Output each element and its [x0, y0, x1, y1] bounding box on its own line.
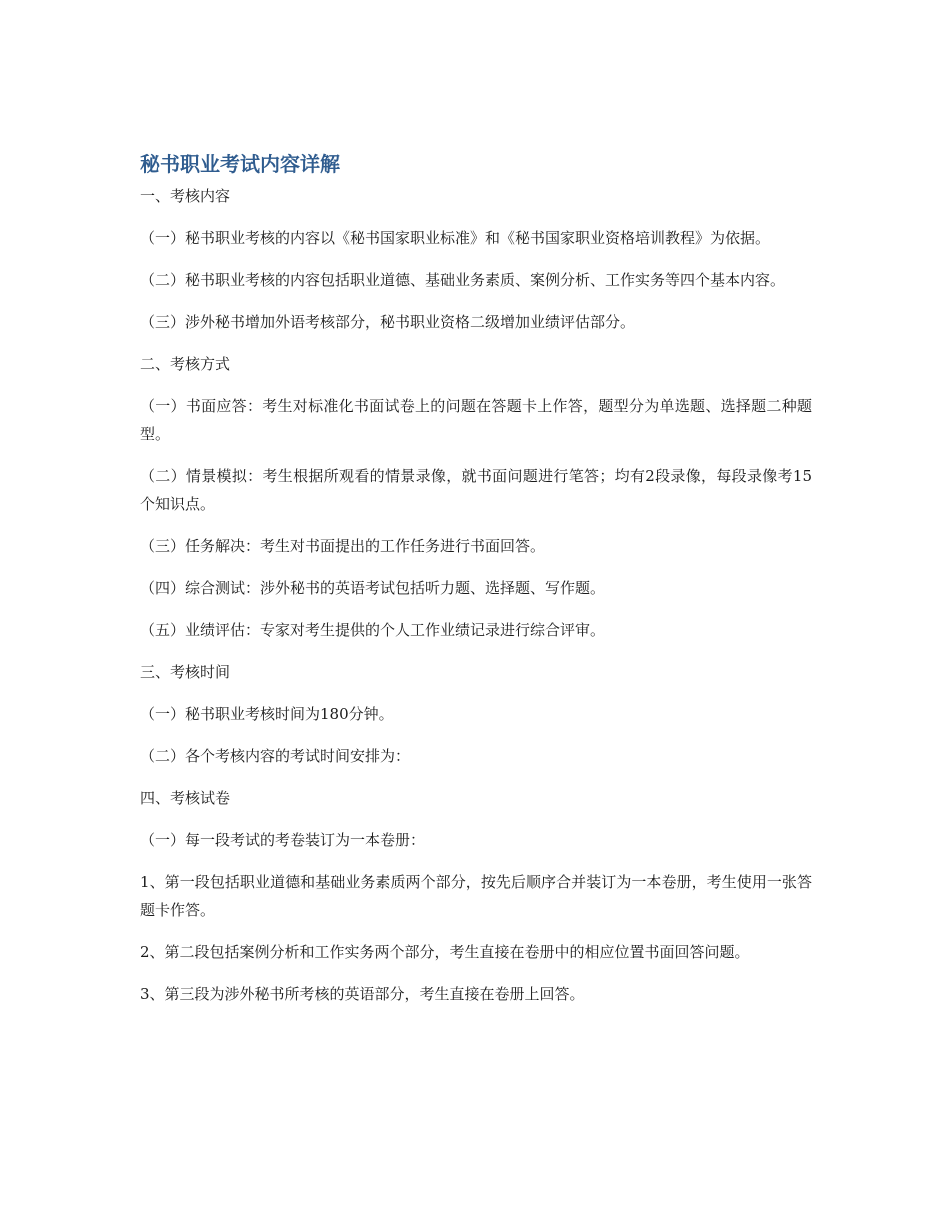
paragraph: （三）任务解决：考生对书面提出的工作任务进行书面回答。 [140, 537, 546, 555]
section-heading-3: 三、考核时间 [140, 663, 231, 681]
section-heading-2: 二、考核方式 [140, 355, 231, 373]
paragraph: （五）业绩评估：专家对考生提供的个人工作业绩记录进行综合评审。 [140, 621, 606, 639]
section-heading-4: 四、考核试卷 [140, 789, 231, 807]
paragraph: 1、第一段包括职业道德和基础业务素质两个部分，按先后顺序合并装订为一本卷册，考生使用一张答题卡作答。 [140, 873, 812, 919]
paragraph: （一）书面应答：考生对标准化书面试卷上的问题在答题卡上作答，题型分为单选题、选择题二种题型。 [140, 397, 812, 443]
paragraph: （三）涉外秘书增加外语考核部分，秘书职业资格二级增加业绩评估部分。 [140, 313, 636, 331]
document-title: 秘书职业考试内容详解 [140, 152, 340, 176]
paragraph: （一）秘书职业考核时间为180分钟。 [140, 705, 394, 723]
paragraph: 2、第二段包括案例分析和工作实务两个部分，考生直接在卷册中的相应位置书面回答问题。 [140, 943, 750, 961]
paragraph: （一）每一段考试的考卷装订为一本卷册： [140, 831, 426, 849]
document-body [140, 150, 812, 1022]
paragraph: （一）秘书职业考核的内容以《秘书国家职业标准》和《秘书国家职业资格培训教程》为依据。 [140, 229, 771, 247]
section-heading-1: 一、考核内容 [140, 187, 231, 205]
paragraph: （二）情景模拟：考生根据所观看的情景录像，就书面问题进行笔答；均有2段录像，每段录像考15个知识点。 [140, 467, 812, 513]
paragraph: （四）综合测试：涉外秘书的英语考试包括听力题、选择题、写作题。 [140, 579, 606, 597]
paragraph: （二）秘书职业考核的内容包括职业道德、基础业务素质、案例分析、工作实务等四个基本内容。 [140, 271, 786, 289]
paragraph: （二）各个考核内容的考试时间安排为： [140, 747, 411, 765]
paragraph: 3、第三段为涉外秘书所考核的英语部分，考生直接在卷册上回答。 [140, 985, 585, 1003]
